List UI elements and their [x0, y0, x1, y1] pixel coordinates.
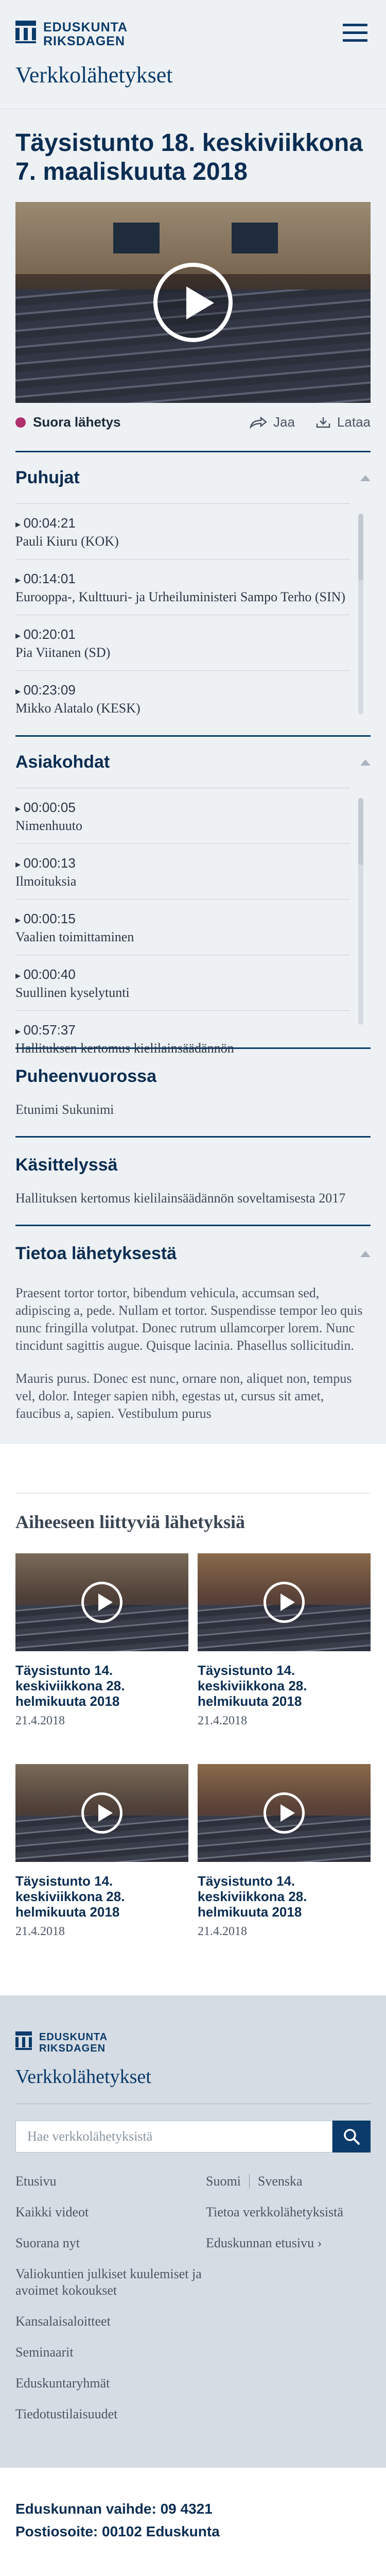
chevron-up-icon[interactable] [360, 1251, 371, 1257]
logo-line-1: EDUSKUNTA [43, 20, 128, 35]
card-title[interactable]: Täysistunto 14. keskiviikkona 28. helmikuuta 2018 [15, 1663, 125, 1709]
download-button[interactable] [315, 414, 371, 430]
chevron-up-icon[interactable] [360, 475, 371, 481]
share-icon [250, 417, 267, 428]
related-card[interactable] [198, 1764, 371, 1939]
card-date: 21.4.2018 [15, 1714, 65, 1727]
list-item[interactable] [15, 788, 350, 843]
footer-link-hearings[interactable]: Valiokuntien julkiset kuulemiset ja avoimet kokoukset [15, 2266, 202, 2298]
footer-col-1 [15, 2173, 206, 2437]
video-thumbnail[interactable] [15, 1553, 188, 1651]
agenda-header[interactable] [15, 737, 371, 772]
agenda-title: Asiakohdat [15, 752, 110, 772]
timestamp: ▸ 00:00:13 [15, 855, 350, 871]
agenda-list[interactable] [15, 788, 371, 1056]
speaker-name: Pauli Kiuru (KOK) [15, 534, 119, 549]
parliament-logo-icon [15, 2031, 32, 2050]
list-item[interactable] [15, 843, 350, 899]
footer-link-press[interactable]: Tiedotustilaisuudet [15, 2406, 118, 2421]
list-item[interactable] [15, 1010, 350, 1066]
postal-address: Postiosoite: 00102 Eduskunta [15, 2523, 220, 2539]
hamburger-icon[interactable] [343, 24, 367, 42]
search-input[interactable] [15, 2121, 332, 2153]
related-card[interactable] [15, 1553, 188, 1728]
video-thumbnail[interactable] [15, 1764, 188, 1862]
timestamp: ▸ 00:14:01 [15, 571, 350, 587]
timestamp: ▸ 00:57:37 [15, 1022, 350, 1038]
contact-section [0, 2468, 386, 2576]
phone-number: Eduskunnan vaihde: 09 4321 [15, 2501, 213, 2517]
info-paragraph-2: Mauris purus. Donec est nunc, ornare non, aliquet non, tempus vel, dolor. Integer sapien nibh, egestas ut, cursus sit amet, faucibus a, sapien. Vestibulum purus [15, 1371, 352, 1421]
speakers-list[interactable] [15, 503, 371, 720]
related-title: Aiheeseen liittyviä lähetyksiä [15, 1493, 371, 1533]
speaker-name: Eurooppa-, Kulttuuri- ja Urheiluministeri Sampo Terho (SIN) [15, 589, 346, 604]
timestamp: ▸ 00:00:40 [15, 967, 350, 982]
card-date: 21.4.2018 [198, 1925, 247, 1938]
video-toolbar [15, 414, 371, 430]
info-header[interactable] [15, 1244, 371, 1264]
timestamp: ▸ 00:00:05 [15, 800, 350, 816]
current-speaker: Etunimi Sukunimi [15, 1102, 114, 1117]
info-section [15, 1225, 371, 1422]
agenda-item-text: Nimenhuuto [15, 818, 82, 833]
related-section [0, 1443, 386, 1995]
list-item[interactable] [15, 670, 350, 726]
broadcast-main [0, 109, 386, 1443]
timestamp: ▸ 00:20:01 [15, 626, 350, 642]
live-label: Suora lähetys [33, 414, 121, 430]
footer-link-about[interactable]: Tietoa verkkolähetyksistä [206, 2205, 343, 2219]
processing-section [15, 1136, 371, 1207]
card-date: 21.4.2018 [198, 1714, 247, 1727]
processing-title: Käsittelyssä [15, 1155, 118, 1175]
footer-link-live[interactable]: Suorana nyt [15, 2235, 80, 2250]
site-footer [0, 1995, 386, 2468]
card-title[interactable]: Täysistunto 14. keskiviikkona 28. helmikuuta 2018 [15, 1873, 125, 1920]
play-icon[interactable] [153, 263, 233, 342]
broadcast-title: Täysistunto 18. keskiviikkona 7. maaliskuuta 2018 [15, 129, 363, 185]
site-title[interactable]: Verkkolähetykset [15, 62, 173, 88]
play-icon[interactable] [81, 1792, 122, 1834]
footer-logo[interactable] [15, 2031, 371, 2054]
video-thumbnail[interactable] [198, 1764, 371, 1862]
download-label: Lataa [337, 414, 371, 430]
footer-logo-line-1: EDUSKUNTA [39, 2031, 108, 2043]
footer-link-initiatives[interactable]: Kansalaisaloitteet [15, 2314, 111, 2329]
top-header [0, 0, 386, 109]
list-item[interactable] [15, 503, 350, 559]
share-label: Jaa [273, 414, 295, 430]
footer-title: Verkkolähetykset [15, 2066, 151, 2088]
footer-links [15, 2173, 371, 2437]
eduskunta-logo[interactable] [15, 21, 128, 48]
card-date: 21.4.2018 [15, 1925, 65, 1938]
search-icon [343, 2128, 360, 2145]
related-card[interactable] [198, 1553, 371, 1728]
footer-col-2 [206, 2173, 371, 2437]
play-icon[interactable] [81, 1582, 122, 1623]
timestamp: ▸ 00:00:15 [15, 911, 350, 927]
list-item[interactable] [15, 899, 350, 955]
agenda-item-text: Suullinen kyselytunti [15, 985, 130, 1000]
speaker-name: Mikko Alatalo (KESK) [15, 701, 141, 716]
footer-link-seminars[interactable]: Seminaarit [15, 2345, 74, 2360]
footer-search [15, 2121, 371, 2153]
download-icon [315, 416, 331, 429]
chevron-up-icon[interactable] [360, 759, 371, 766]
footer-link-home[interactable]: Etusivu [15, 2174, 57, 2189]
language-switcher [206, 2173, 371, 2190]
card-title[interactable]: Täysistunto 14. keskiviikkona 28. helmikuuta 2018 [198, 1663, 307, 1709]
timestamp: ▸ 00:23:09 [15, 682, 350, 698]
video-player[interactable] [15, 202, 371, 403]
lang-fi-link[interactable]: Suomi [206, 2174, 241, 2189]
list-item[interactable] [15, 559, 350, 615]
play-icon[interactable] [264, 1582, 305, 1623]
speaker-name: Pia Viitanen (SD) [15, 645, 111, 660]
list-item[interactable] [15, 615, 350, 670]
agenda-item-text: Vaalien toimittaminen [15, 929, 134, 944]
footer-link-groups[interactable]: Eduskuntaryhmät [15, 2376, 110, 2391]
agenda-item-text: Ilmoituksia [15, 874, 77, 889]
play-icon[interactable] [264, 1792, 305, 1834]
share-button[interactable] [250, 414, 295, 430]
agenda-item-text: Hallituksen kertomus kielilainsäädännön [15, 1041, 234, 1056]
list-item[interactable] [15, 955, 350, 1010]
speakers-header[interactable] [15, 452, 371, 488]
logo-line-2: RIKSDAGEN [43, 34, 126, 48]
footer-link-all-videos[interactable]: Kaikki videot [15, 2205, 89, 2219]
live-indicator-icon [15, 417, 26, 428]
video-thumbnail[interactable] [198, 1553, 371, 1651]
processing-text: Hallituksen kertomus kielilainsäädännön soveltamisesta 2017 [15, 1191, 346, 1206]
parliament-logo-icon [15, 21, 36, 43]
turns-title: Puheenvuorossa [15, 1066, 156, 1086]
footer-link-parliament-home[interactable]: Eduskunnan etusivu › [206, 2235, 322, 2250]
speakers-scrollbar[interactable] [358, 514, 363, 715]
speakers-title: Puhujat [15, 468, 80, 487]
footer-logo-line-2: RIKSDAGEN [39, 2043, 106, 2054]
lang-sv-link[interactable]: Svenska [257, 2174, 303, 2189]
search-button[interactable] [332, 2121, 371, 2153]
card-title[interactable]: Täysistunto 14. keskiviikkona 28. helmikuuta 2018 [198, 1873, 307, 1920]
timestamp: ▸ 00:04:21 [15, 515, 350, 531]
agenda-scrollbar[interactable] [358, 798, 363, 1025]
info-title: Tietoa lähetyksestä [15, 1244, 177, 1263]
logo-text [43, 21, 128, 48]
agenda-section [15, 737, 371, 1056]
related-grid [15, 1553, 371, 1975]
speakers-section [15, 452, 371, 720]
related-card[interactable] [15, 1764, 188, 1939]
info-paragraph-1: Praesent tortor tortor, bibendum vehicula, accumsan sed, adipiscing a, pede. Nullam et tortor. Suspendisse tempor leo quis nunc fringilla volutpat. Donec rutrum ullamcorper lorem. Nunc tincidunt sagittis augue. Quisque lacinia. Phasellus sollicitudin. [15, 1285, 363, 1353]
